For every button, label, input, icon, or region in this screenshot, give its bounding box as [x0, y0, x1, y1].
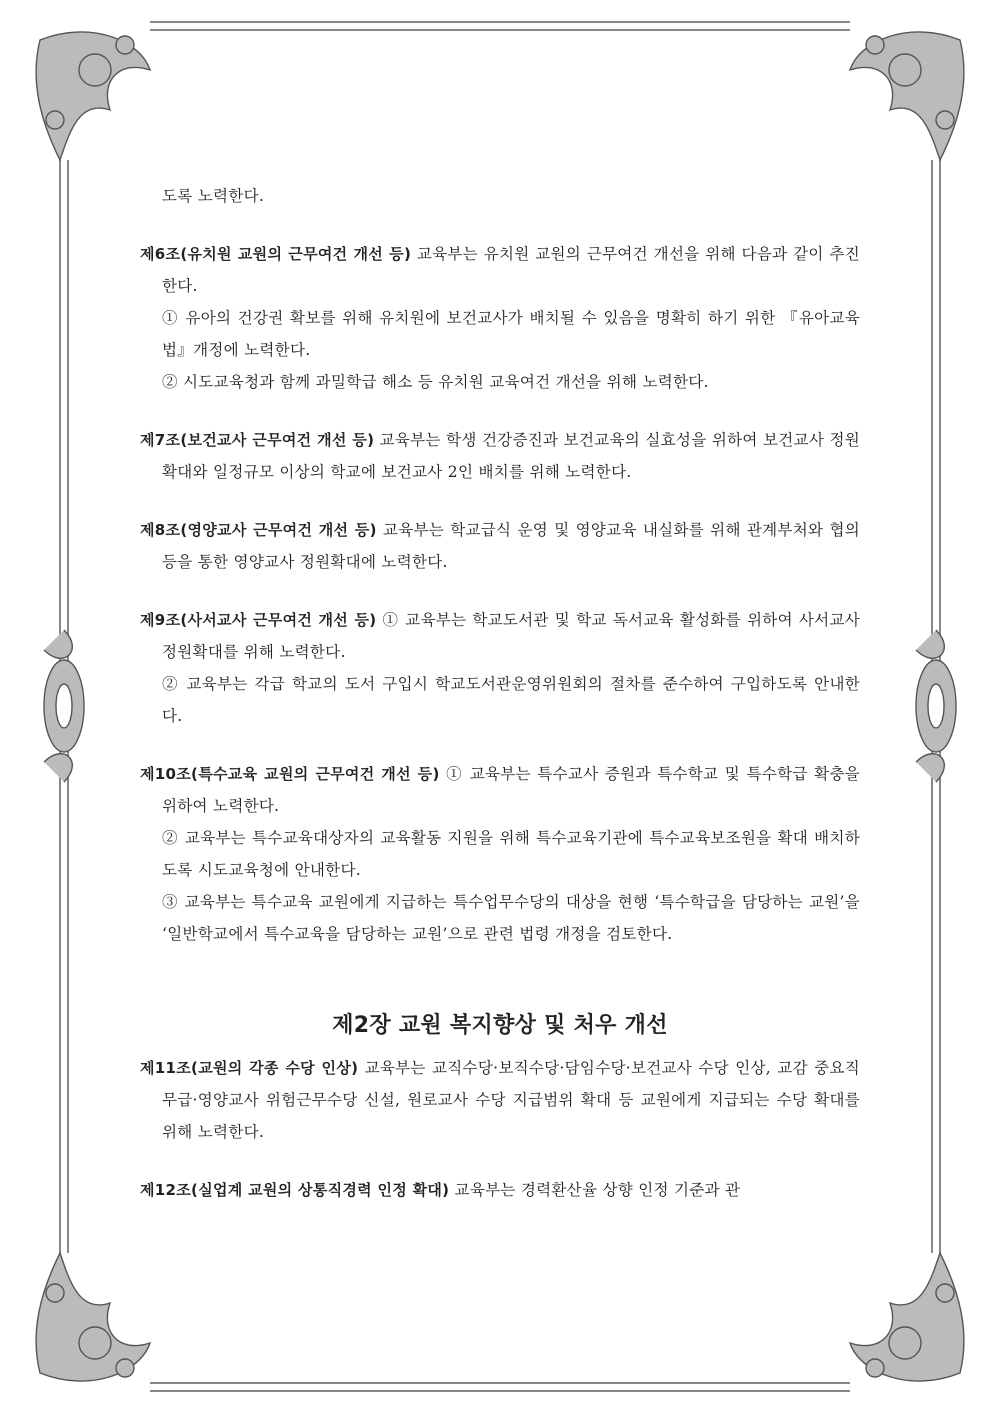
article-lead: 교육부는 교직수당·보직수당·담임수당·보건교사 수당 인상, 교감 중요직무급·영양교사 위험근무수당 신설, 원로교사 수당 지급범위 확대 등 교원에게 지급되는 수당 확대를 위해 노력한다. — [162, 1059, 860, 1141]
article-heading: 제6조(유치원 교원의 근무여건 개선 등) — [140, 245, 412, 263]
article-8 — [140, 514, 860, 578]
article-item: ③ 교육부는 특수교육 교원에게 지급하는 특수업무수당의 대상을 현행 ‘특수학급을 담당하는 교원’을 ‘일반학교에서 특수교육을 담당하는 교원’으로 관련 법령 개정을 검토한다. — [162, 893, 860, 943]
corner-ornament-bottom-right — [850, 1253, 964, 1381]
article-9 — [140, 604, 860, 732]
article-item: ② 교육부는 각급 학교의 도서 구입시 학교도서관운영위원회의 절차를 준수하여 구입하도록 안내한다. — [162, 675, 860, 725]
article-heading: 제7조(보건교사 근무여건 개선 등) — [140, 431, 375, 449]
article-heading: 제10조(특수교육 교원의 근무여건 개선 등) — [140, 765, 440, 783]
article-heading: 제8조(영양교사 근무여건 개선 등) — [140, 521, 377, 539]
article-lead: ① 교육부는 학교도서관 및 학교 독서교육 활성화를 위하여 사서교사 정원확대를 위해 노력한다. — [162, 611, 860, 661]
article-heading: 제11조(교원의 각종 수당 인상) — [140, 1059, 359, 1077]
article-item: ① 유아의 건강권 확보를 위해 유치원에 보건교사가 배치될 수 있음을 명확히 하기 위한 『유아교육법』개정에 노력한다. — [162, 309, 860, 359]
article-12 — [140, 1174, 860, 1206]
article-lead: 교육부는 학교급식 운영 및 영양교육 내실화를 위해 관계부처와 협의 등을 통한 영양교사 정원확대에 노력한다. — [162, 521, 860, 571]
article-lead: 교육부는 경력환산율 상향 인정 기준과 관 — [449, 1181, 741, 1199]
article-heading: 제9조(사서교사 근무여건 개선 등) — [140, 611, 377, 629]
article-item: ② 교육부는 특수교육대상자의 교육활동 지원을 위해 특수교육기관에 특수교육보조원을 확대 배치하도록 시도교육청에 안내한다. — [162, 829, 860, 879]
article-item: ② 시도교육청과 함께 과밀학급 해소 등 유치원 교육여건 개선을 위해 노력한다. — [162, 373, 709, 391]
corner-ornament-top-right — [850, 32, 964, 160]
article-6 — [140, 238, 860, 398]
article-10 — [140, 758, 860, 950]
document-body — [140, 180, 860, 1206]
corner-ornament-top-left — [36, 32, 150, 160]
article-lead: 교육부는 학생 건강증진과 보건교육의 실효성을 위하여 보건교사 정원확대와 일정규모 이상의 학교에 보건교사 2인 배치를 위해 노력한다. — [162, 431, 860, 481]
side-ornament-right — [916, 630, 956, 782]
article-7 — [140, 424, 860, 488]
side-ornament-left — [44, 630, 84, 782]
corner-ornament-bottom-left — [36, 1253, 150, 1381]
article-heading: 제12조(실업계 교원의 상통직경력 인정 확대) — [140, 1181, 450, 1199]
article-lead: ① 교육부는 특수교사 증원과 특수학교 및 특수학급 확충을 위하여 노력한다. — [162, 765, 860, 815]
article-lead: 교육부는 유치원 교원의 근무여건 개선을 위해 다음과 같이 추진한다. — [162, 245, 860, 295]
chapter-title: 제2장 교원 복지향상 및 처우 개선 — [332, 1013, 668, 1038]
intro-line: 도록 노력한다. — [162, 187, 265, 205]
article-11 — [140, 1052, 860, 1148]
